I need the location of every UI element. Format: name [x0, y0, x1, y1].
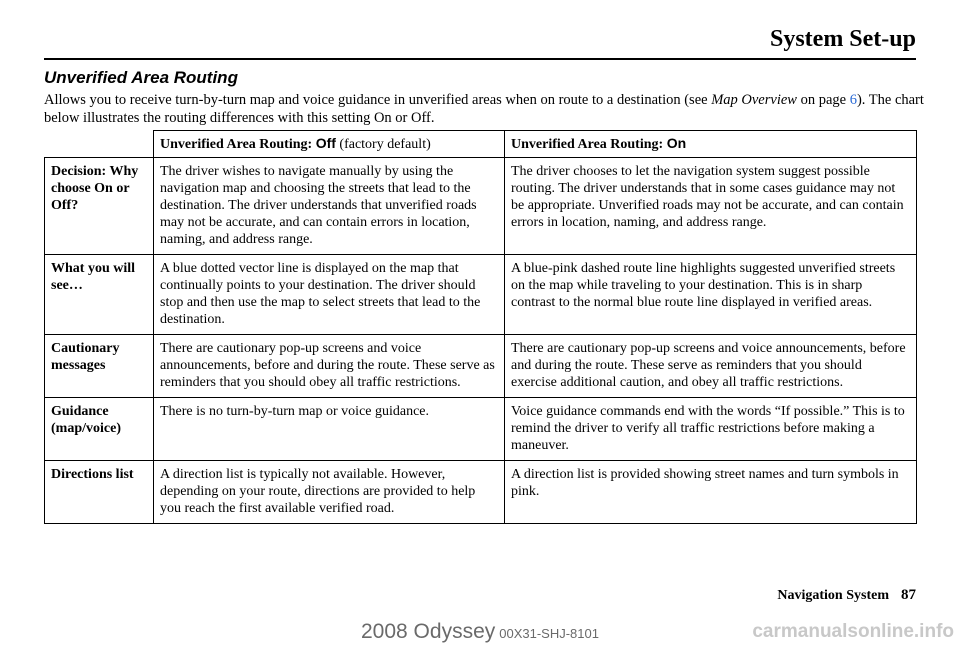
routing-comparison-table	[44, 130, 917, 524]
table-row	[45, 461, 917, 524]
header-divider	[44, 58, 916, 60]
page-header-title: System Set-up	[769, 26, 916, 52]
row-heading-what-you-see: What you will see…	[45, 255, 154, 335]
footer-section-name: Navigation System	[777, 588, 889, 603]
site-watermark: carmanualsonline.info	[752, 621, 954, 642]
intro-text-on-page: on page	[796, 92, 850, 108]
footer-navigation	[777, 587, 916, 604]
column-header-off-label: Unverified Area Routing:	[160, 137, 316, 152]
row-heading-directions-list: Directions list	[45, 461, 154, 524]
column-header-off-setting: Off	[315, 135, 336, 151]
table-row	[45, 158, 917, 255]
cell-what-you-see-on: A blue-pink dashed route line highlights suggested unverified streets on the map while traveling to your destination. This is in sharp contrast to the normal blue route line displayed in verified areas.	[505, 255, 917, 335]
row-heading-decision: Decision: Why choose On or Off?	[45, 158, 154, 255]
cell-guidance-off: There is no turn-by-turn map or voice guidance.	[154, 398, 505, 461]
page-number: 87	[901, 587, 916, 603]
cell-what-you-see-off: A blue dotted vector line is displayed on the map that continually points to your destination. The driver should stop and then use the map to select streets that lead to the destination.	[154, 255, 505, 335]
column-header-on-setting: On	[666, 135, 687, 151]
intro-text-after: ). The chart below illustrates the routing differences with this setting On or Off.	[44, 92, 924, 126]
column-header-on-label: Unverified Area Routing:	[511, 137, 667, 152]
cell-directions-off: A direction list is typically not available. However, depending on your route, directions are provided to help you reach the first available verified road.	[154, 461, 505, 524]
manual-code: 00X31-SHJ-8101	[499, 626, 599, 641]
column-header-on	[505, 131, 917, 158]
cell-decision-on: The driver chooses to let the navigation system suggest possible routing. The driver understands that in some cases guidance may not be appropriate. Unverified roads may not be accurate, and can contain errors in location, naming, and address range.	[505, 158, 917, 255]
table-header-row	[45, 131, 917, 158]
column-header-off	[154, 131, 505, 158]
table-corner-cell	[45, 131, 154, 158]
cell-guidance-on: Voice guidance commands end with the words “If possible.” This is to remind the driver to verify all traffic restrictions before making a maneuver.	[505, 398, 917, 461]
map-overview-reference: Map Overview	[711, 92, 797, 108]
table-row	[45, 335, 917, 398]
cell-cautionary-off: There are cautionary pop-up screens and voice announcements, before and during the route. These serve as reminders that you should obey all traffic restrictions.	[154, 335, 505, 398]
table-row	[45, 398, 917, 461]
row-heading-guidance: Guidance (map/voice)	[45, 398, 154, 461]
cell-cautionary-on: There are cautionary pop-up screens and voice announcements, before and during the route. These serve as reminders that you should exercise additional caution, and obey all traffic restrictions.	[505, 335, 917, 398]
page-6-link[interactable]: 6	[849, 92, 857, 108]
table-row	[45, 255, 917, 335]
row-heading-cautionary-messages: Cautionary messages	[45, 335, 154, 398]
intro-text-before: Allows you to receive turn-by-turn map and voice guidance in unverified areas when on route to a destination (see	[44, 92, 712, 108]
section-title: Unverified Area Routing	[44, 68, 238, 87]
cell-decision-off: The driver wishes to navigate manually by using the navigation map and choosing the streets that lead to the destination. The driver understands that unverified roads may not be accurate, and can contain errors in location, naming, and address range.	[154, 158, 505, 255]
intro-paragraph	[44, 91, 924, 127]
model-name: 2008 Odyssey	[361, 620, 496, 643]
column-header-off-note: (factory default)	[335, 137, 431, 152]
cell-directions-on: A direction list is provided showing street names and turn symbols in pink.	[505, 461, 917, 524]
